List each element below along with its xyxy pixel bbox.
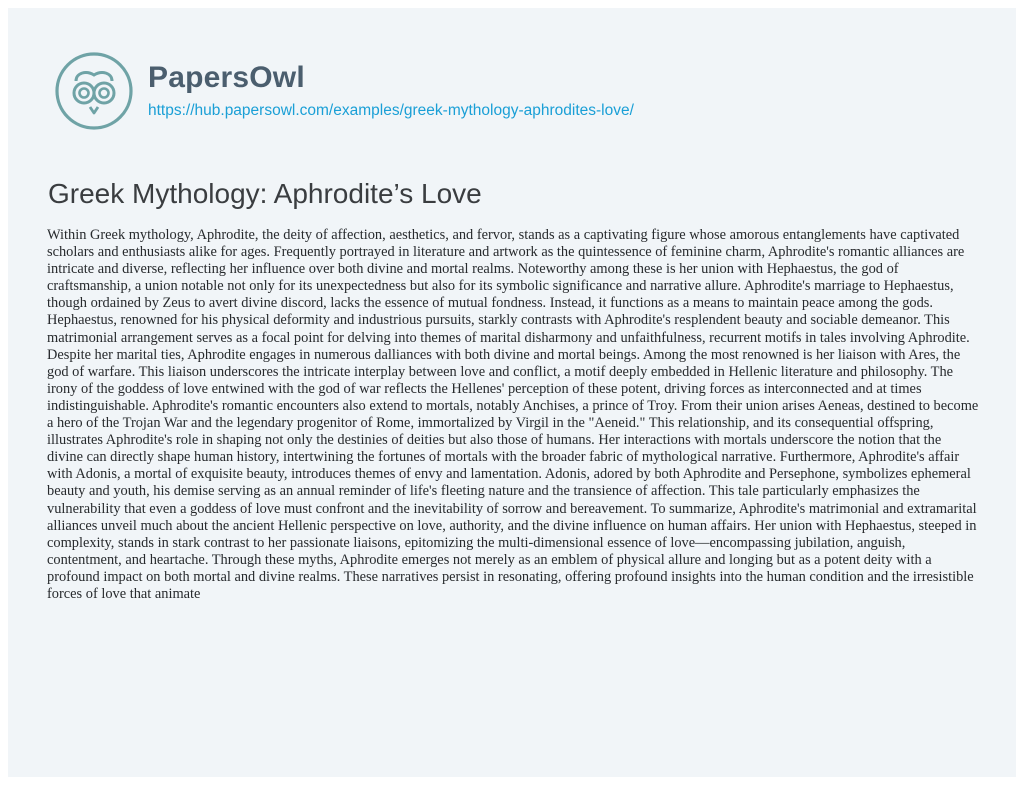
brand-block [148, 60, 634, 122]
source-url-link[interactable]: https://hub.papersowl.com/examples/greek-mythology-aphrodites-love/ [148, 102, 634, 119]
site-header [54, 36, 634, 146]
page-card [8, 8, 1016, 777]
essay-title: Greek Mythology: Aphrodite’s Love [48, 178, 482, 209]
brand-name: PapersOwl [148, 61, 305, 94]
owl-logo-icon [54, 51, 134, 131]
essay-body: Within Greek mythology, Aphrodite, the deity of affection, aesthetics, and fervor, stands as a captivating figure whose amorous entanglements have captivated scholars and enthusiasts alike for ages. Frequently portrayed in literature and artwork as the quintessence of feminine charm, Aphrodite's romantic alliances are intricate and diverse, reflecting her influence over both divine and mortal realms. Noteworthy among these is her union with Hephaestus, the god of craftsmanship, a union notable not only for its unexpectedness but also for its symbolic significance and narrative allure. Aphrodite's marriage to Hephaestus, though ordained by Zeus to avert divine discord, lacks the essence of mutual fondness. Instead, it functions as a means to maintain peace among the gods. Hephaestus, renowned for his physical deformity and industrious pursuits, starkly contrasts with Aphrodite's resplendent beauty and sociable demeanor. This matrimonial arrangement serves as a focal point for delving into themes of marital disharmony and unfaithfulness, recurrent motifs in tales involving Aphrodite. Despite her marital ties, Aphrodite engages in numerous dalliances with both divine and mortal beings. Among the most renowned is her liaison with Ares, the god of warfare. This liaison underscores the intricate interplay between love and conflict, a motif deeply embedded in Hellenic literature and philosophy. The irony of the goddess of love entwined with the god of war reflects the Hellenes' perception of these potent, driving forces as interconnected and at times indistinguishable. Aphrodite's romantic encounters also extend to mortals, notably Anchises, a prince of Troy. From their union arises Aeneas, destined to become a hero of the Trojan War and the legendary progenitor of Rome, immortalized by Virgil in the "Aeneid." This relationship, and its consequential offspring, illustrates Aphrodite's role in shaping not only the destinies of deities but also those of humans. Her interactions with mortals underscore the notion that the divine can directly shape human history, intertwining the fortunes of mortals with the broader fabric of mythological narrative. Furthermore, Aphrodite's affair with Adonis, a mortal of exquisite beauty, introduces themes of envy and lamentation. Adonis, adored by both Aphrodite and Persephone, symbolizes ephemeral beauty and youth, his demise serving as an annual reminder of life's fleeting nature and the transience of affection. This tale particularly emphasizes the vulnerability that even a goddess of love must confront and the inevitability of sorrow and bereavement. To summarize, Aphrodite's matrimonial and extramarital alliances unveil much about the ancient Hellenic perspective on love, authority, and the divine influence on human affairs. Her union with Hephaestus, steeped in complexity, stands in stark contrast to her passionate liaisons, epitomizing the multi-dimensional essence of love—encompassing jubilation, anguish, contentment, and heartache. Through these myths, Aphrodite emerges not merely as an emblem of physical allure and longing but as a potent deity with a profound impact on both mortal and divine realms. These narratives persist in resonating, offering profound insights into the human condition and the irresistible forces of love that animate [47, 227, 979, 602]
